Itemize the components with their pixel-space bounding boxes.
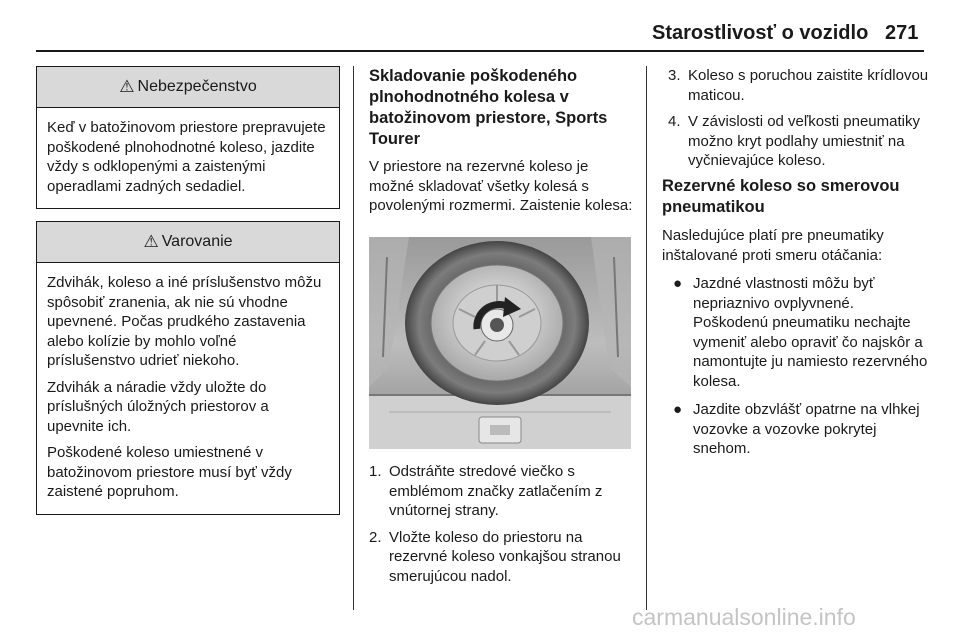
steps-list-b	[668, 66, 930, 171]
step-number: 2.	[369, 528, 382, 546]
danger-box-text: Keď v batožinovom priestore prepravujete poškodené plnohodnotné koleso, jazdite vždy s odklopenými a zaistenými operadlami zadných sedadiel.	[47, 119, 326, 195]
step-text: V závislosti od veľkosti pneumatiky možno kryt podlahy umiestniť na vyčnievajúce koleso.	[688, 113, 920, 169]
storage-steps	[369, 462, 637, 593]
spare-wheel-illustration	[369, 237, 631, 449]
step-item	[668, 112, 930, 171]
bullet-icon: ●	[673, 401, 683, 418]
storage-section	[369, 66, 637, 216]
bullet-icon: ●	[673, 275, 683, 292]
danger-box	[36, 66, 340, 209]
column-3	[668, 66, 930, 178]
section-heading: Rezervné koleso so smerovou pneumatikou	[662, 177, 900, 216]
step-number: 4.	[668, 113, 681, 130]
column-divider-2	[646, 66, 647, 610]
warning-box-header	[37, 222, 339, 263]
step-text: Vložte koleso do priestoru na rezervné koleso vonkajšou stranou smerujúcou nadol.	[389, 528, 621, 585]
warning-paragraph: Zdvihák, koleso a iné príslušenstvo môžu spôsobiť zranenia, ak nie sú vhodne upevnené. Počas prudkého zastavenia alebo kolízie by mohlo voľné príslušenstvo udrieť niekoho.	[47, 274, 322, 369]
step-item	[369, 462, 637, 521]
header-rule	[36, 50, 924, 52]
page-number: 271	[885, 22, 919, 44]
warning-triangle-icon: ⚠	[143, 232, 159, 251]
bullet-item	[662, 274, 930, 391]
bullet-text: Jazdite obzvlášť opatrne na vlhkej vozovke a vozovke pokrytej snehom.	[693, 401, 920, 457]
step-item	[369, 528, 637, 587]
danger-box-title: Nebezpečenstvo	[137, 78, 257, 95]
column-divider-1	[353, 66, 354, 610]
watermark: carmanualsonline.info	[632, 604, 856, 630]
warning-paragraph: Zdvihák a náradie vždy uložte do príslušných úložných priestorov a upevnite ich.	[47, 378, 269, 435]
warning-triangle-icon: ⚠	[119, 77, 135, 96]
danger-box-body	[37, 108, 339, 208]
bullet-list	[662, 274, 930, 459]
warning-paragraph: Poškodené koleso umiestnené v batožinovom priestore musí byť vždy zaistené popruhom.	[47, 444, 292, 500]
section-intro: V priestore na rezervné koleso je možné skladovať všetky kolesá s povolenými rozmermi. Zaistenie kolesa:	[369, 158, 633, 214]
step-item	[668, 66, 930, 105]
bullet-item	[662, 400, 930, 459]
warning-box-body	[37, 263, 339, 514]
warning-box-title: Varovanie	[161, 233, 233, 250]
steps-list-a	[369, 462, 637, 586]
danger-box-header	[37, 67, 339, 108]
step-text: Koleso s poruchou zaistite krídlovou maticou.	[688, 67, 929, 104]
step-number: 3.	[668, 67, 681, 84]
header-title: Starostlivosť o vozidlo	[652, 22, 869, 44]
step-number: 1.	[369, 463, 382, 480]
section-heading: Skladovanie poškodeného plnohodnotného kolesa v batožinovom priestore, Sports Tourer	[369, 67, 608, 148]
section-intro: Nasledujúce platí pre pneumatiky inštalované proti smeru otáčania:	[662, 227, 884, 264]
directional-section	[662, 176, 930, 468]
warning-box	[36, 221, 340, 515]
step-text: Odstráňte stredové viečko s emblémom značky zatlačením z vnútornej strany.	[389, 463, 603, 519]
bullet-text: Jazdné vlastnosti môžu byť nepriaznivo ovplyvnené. Poškodenú pneumatiku nechajte vymeniť alebo opraviť čo najskôr a namontujte ju namiesto rezervného kolesa.	[693, 275, 928, 390]
